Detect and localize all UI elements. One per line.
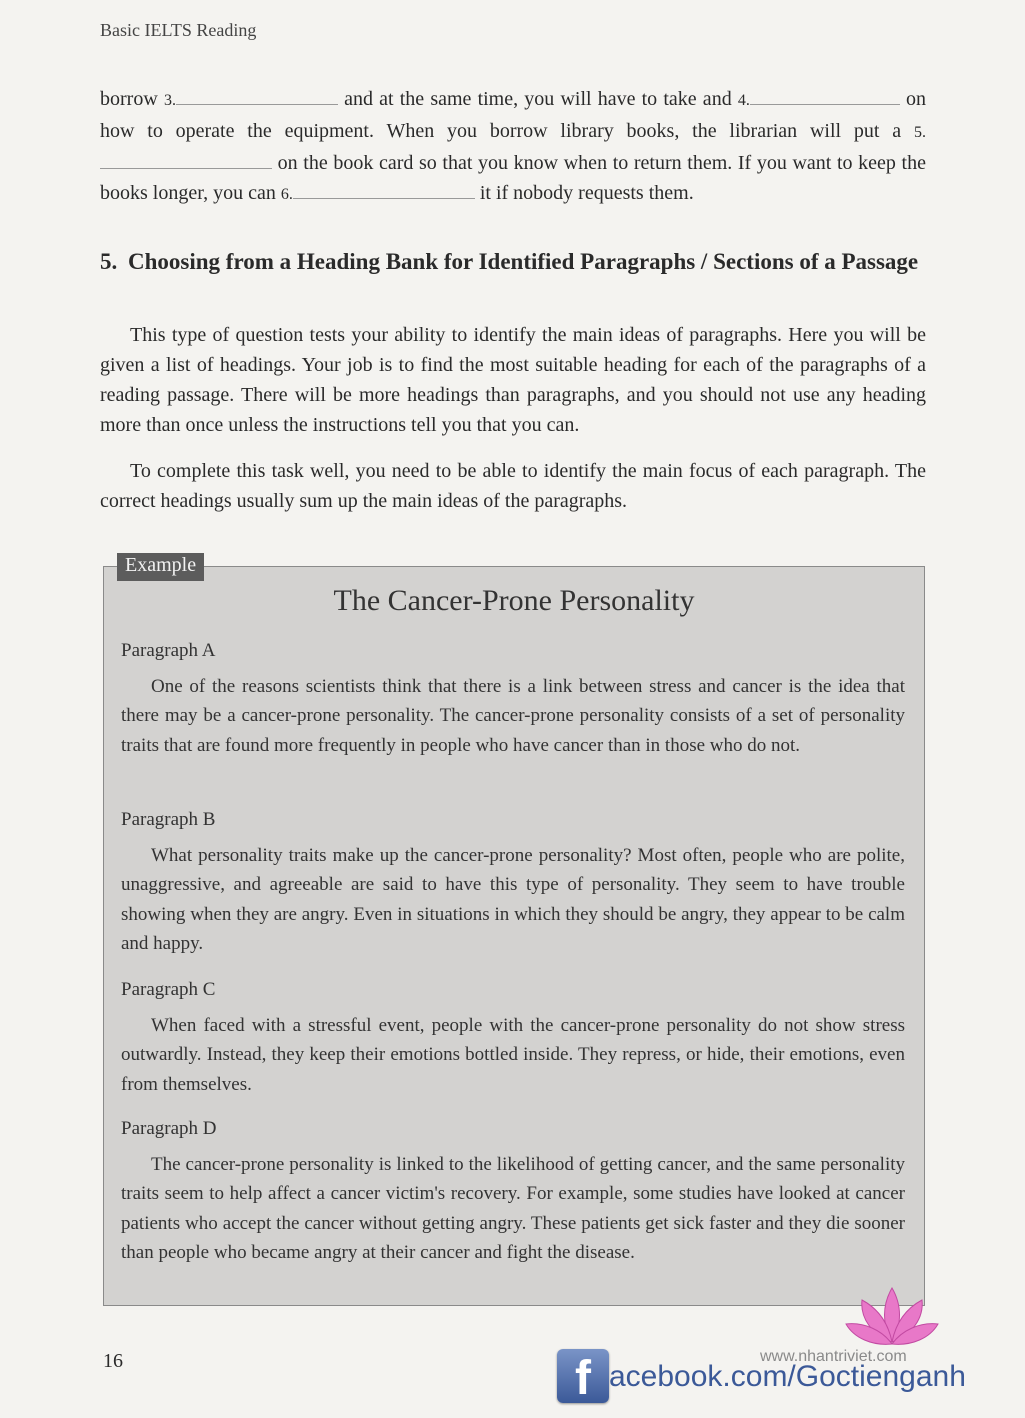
blank-number-6: 6.: [280, 186, 293, 203]
answer-blank-5[interactable]: [100, 154, 272, 169]
fill-text-segment: borrow: [100, 88, 164, 110]
blank-number-4: 4.: [737, 92, 750, 109]
fill-text-segment: on how to operate the equipment. When you borrow library books, the librarian will put a: [100, 88, 927, 142]
intro-paragraph-2: To complete this task well, you need to be able to identify the main focus of each paragraph. The correct headings usually sum up the main ideas of the paragraphs.: [100, 460, 926, 512]
paragraph-body: One of the reasons scientists think that there is a link between stress and cancer is the idea that there may be a cancer-prone personality. The cancer-prone personality consists of a set of personality traits that are found more frequently in people who have cancer than in those who do not.: [121, 675, 905, 756]
fill-text-segment: on the book card so that you know when to return them. If you want to keep the books longer, you can: [100, 152, 926, 204]
book-title: Basic IELTS Reading: [100, 20, 257, 40]
example-tag: Example: [117, 553, 204, 581]
facebook-icon: f: [557, 1349, 609, 1403]
facebook-link[interactable]: acebook.com/Goctienganh: [609, 1360, 966, 1393]
example-title: The Cancer-Prone Personality: [333, 584, 695, 617]
watermark-url: www.nhantriviet.com: [760, 1348, 907, 1365]
paragraph-body: What personality traits make up the cancer-prone personality? Most often, people who are polite, unaggressive, and agreeable are said to have this type of personality. They seem to have trouble showing when they are angry. Even in situations in which they should be angry, they appear to be calm and happy.: [121, 844, 905, 954]
paragraph-heading: Paragraph A: [121, 640, 216, 661]
answer-blank-4[interactable]: [750, 90, 900, 105]
paragraph-body: When faced with a stressful event, people with the cancer-prone personality do not show stress outwardly. Instead, they keep their emotions bottled inside. They repress, or hide, their emotions, even from themselves.: [121, 1014, 905, 1095]
paragraph-body: The cancer-prone personality is linked to the likelihood of getting cancer, and the same personality traits seem to help affect a cancer victim's recovery. For example, some studies have looked at cancer patients who accept the cancer without getting angry. These patients get sick faster and they die sooner than people who became angry at their cancer and fight the disease.: [121, 1153, 905, 1263]
intro-paragraph-1: This type of question tests your ability to identify the main ideas of paragraphs. Here you will be given a list of headings. Your job is to find the most suitable heading for each of the paragraphs of a reading passage. There will be more headings than paragraphs, and you should not use any heading more than once unless the instructions tell you that you can.: [100, 324, 926, 436]
answer-blank-3[interactable]: [176, 90, 338, 105]
fill-in-summary: [100, 84, 926, 210]
answer-blank-6[interactable]: [293, 184, 475, 199]
blank-number-3: 3.: [163, 92, 176, 109]
fill-text-segment: it if nobody requests them.: [474, 182, 694, 204]
page-number: 16: [103, 1350, 123, 1372]
paragraph-heading: Paragraph B: [121, 809, 216, 830]
paragraph-heading: Paragraph C: [121, 979, 216, 1000]
section-intro: [100, 320, 926, 532]
section-number: 5.: [100, 249, 118, 274]
fill-text-segment: and at the same time, you will have to take and: [337, 88, 738, 110]
paragraph-c: [121, 975, 905, 1099]
section-title-text: Choosing from a Heading Bank for Identified Paragraphs / Sections of a Passage: [128, 249, 919, 274]
paragraph-heading: Paragraph D: [121, 1118, 217, 1139]
section-heading: [100, 246, 926, 277]
paragraph-d: [121, 1114, 905, 1268]
paragraph-b: [121, 805, 905, 959]
paragraph-a: [121, 636, 905, 760]
blank-number-5: 5.: [914, 124, 926, 141]
